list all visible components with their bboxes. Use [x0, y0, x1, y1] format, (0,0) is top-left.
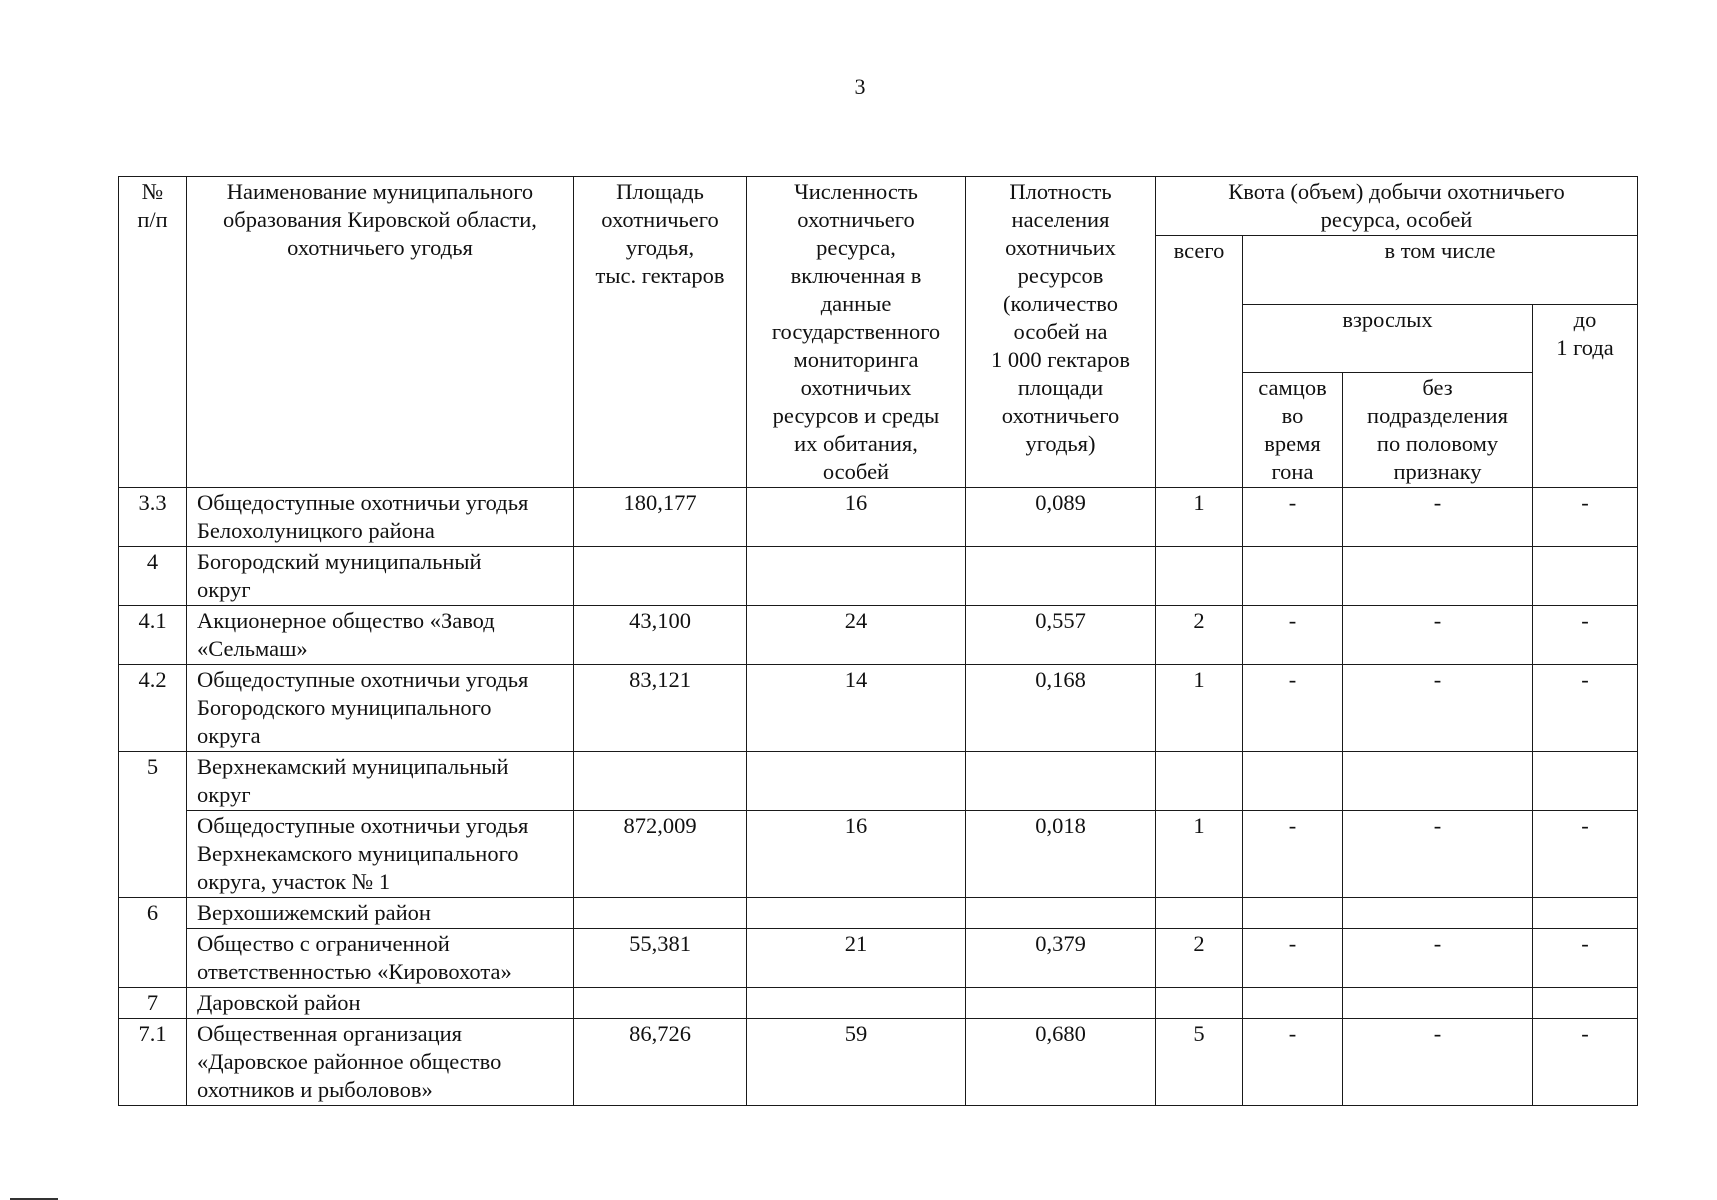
header-including: в том числе — [1243, 236, 1638, 305]
cell-under-year — [1533, 547, 1638, 606]
cell-density: 0,089 — [966, 488, 1156, 547]
cell-area — [574, 898, 747, 929]
cell-area: 55,381 — [574, 929, 747, 988]
cell-density: 0,168 — [966, 665, 1156, 752]
cell-total — [1156, 547, 1243, 606]
cell-name-line: Белохолуницкого района — [197, 518, 435, 543]
cell-name-line: округ — [197, 782, 251, 807]
cell-density — [966, 547, 1156, 606]
cell-name-line: округа, участок № 1 — [197, 869, 391, 894]
cell-area — [574, 752, 747, 811]
cell-no-sex: - — [1343, 488, 1533, 547]
cell-num: 7.1 — [119, 1019, 187, 1106]
cell-name — [187, 665, 574, 752]
cell-total — [1156, 752, 1243, 811]
table-row — [119, 488, 1638, 547]
cell-under-year: - — [1533, 606, 1638, 665]
cell-males: - — [1243, 606, 1343, 665]
cell-no-sex — [1343, 547, 1533, 606]
cell-males — [1243, 988, 1343, 1019]
header-quota: Квота (объем) добычи охотничьего ресурса, особей — [1156, 177, 1638, 236]
cell-name-line: Общедоступные охотничьи угодья — [197, 813, 529, 838]
cell-under-year: - — [1533, 1019, 1638, 1106]
cell-name-line: ответственностью «Кировохота» — [197, 959, 512, 984]
table-row — [119, 929, 1638, 988]
cell-under-year: - — [1533, 665, 1638, 752]
cell-area — [574, 547, 747, 606]
cell-name-line: округ — [197, 577, 251, 602]
cell-area: 872,009 — [574, 811, 747, 898]
cell-no-sex — [1343, 752, 1533, 811]
cell-count: 16 — [747, 488, 966, 547]
cell-name-line: Верхнекамский муниципальный — [197, 754, 509, 779]
cell-name — [187, 811, 574, 898]
cell-name-line: Богородский муниципальный — [197, 549, 482, 574]
cell-males: - — [1243, 811, 1343, 898]
cell-name-line: Верхнекамского муниципального — [197, 841, 519, 866]
cell-num: 7 — [119, 988, 187, 1019]
cell-name — [187, 929, 574, 988]
cell-density — [966, 988, 1156, 1019]
cell-name-line: округа — [197, 723, 261, 748]
cell-count — [747, 752, 966, 811]
cell-density: 0,379 — [966, 929, 1156, 988]
cell-name — [187, 898, 574, 929]
header-num: № п/п — [119, 177, 187, 488]
cell-count — [747, 547, 966, 606]
cell-num: 4.2 — [119, 665, 187, 752]
header-no-sex: без подразделения по половому признаку — [1343, 373, 1533, 488]
cell-area: 83,121 — [574, 665, 747, 752]
header-area: Площадь охотничьего угодья, тыс. гектаров — [574, 177, 747, 488]
cell-name — [187, 752, 574, 811]
header-total: всего — [1156, 236, 1243, 488]
table-row — [119, 752, 1638, 811]
header-males: самцов во время гона — [1243, 373, 1343, 488]
cell-males: - — [1243, 488, 1343, 547]
cell-males — [1243, 898, 1343, 929]
table-body — [119, 488, 1638, 1106]
cell-num: 3.3 — [119, 488, 187, 547]
cell-density: 0,557 — [966, 606, 1156, 665]
table-row — [119, 665, 1638, 752]
table-row — [119, 898, 1638, 929]
cell-density: 0,680 — [966, 1019, 1156, 1106]
cell-under-year: - — [1533, 929, 1638, 988]
cell-total: 2 — [1156, 929, 1243, 988]
table-row — [119, 811, 1638, 898]
quota-table — [118, 176, 1638, 1106]
cell-no-sex: - — [1343, 1019, 1533, 1106]
cell-area: 86,726 — [574, 1019, 747, 1106]
cell-no-sex — [1343, 988, 1533, 1019]
header-name: Наименование муниципального образования Кировской области, охотничьего угодья — [187, 177, 574, 488]
cell-name — [187, 488, 574, 547]
cell-total — [1156, 898, 1243, 929]
cell-under-year: - — [1533, 811, 1638, 898]
cell-density — [966, 752, 1156, 811]
cell-name-line: Общество с ограниченной — [197, 931, 450, 956]
cell-area: 43,100 — [574, 606, 747, 665]
cell-no-sex: - — [1343, 929, 1533, 988]
cell-area — [574, 988, 747, 1019]
cell-total: 1 — [1156, 811, 1243, 898]
cell-under-year — [1533, 988, 1638, 1019]
header-density: Плотность населения охотничьих ресурсов (количество особей на 1 000 гектаров площади охотничьего угодья) — [966, 177, 1156, 488]
cell-name — [187, 547, 574, 606]
cell-name — [187, 988, 574, 1019]
page-number: 3 — [854, 74, 866, 99]
cell-num: 5 — [119, 752, 187, 898]
cell-total: 2 — [1156, 606, 1243, 665]
cell-under-year — [1533, 898, 1638, 929]
cell-no-sex — [1343, 898, 1533, 929]
cell-name-line: охотников и рыболовов» — [197, 1077, 433, 1102]
cell-name-line: Богородского муниципального — [197, 695, 492, 720]
cell-density — [966, 898, 1156, 929]
cell-males: - — [1243, 1019, 1343, 1106]
cell-count — [747, 898, 966, 929]
cell-count: 14 — [747, 665, 966, 752]
cell-count: 16 — [747, 811, 966, 898]
header-adults: взрослых — [1243, 304, 1533, 373]
cell-total: 5 — [1156, 1019, 1243, 1106]
cell-density: 0,018 — [966, 811, 1156, 898]
cell-name-line: «Даровское районное общество — [197, 1049, 502, 1074]
cell-males: - — [1243, 929, 1343, 988]
cell-no-sex: - — [1343, 606, 1533, 665]
table-row — [119, 547, 1638, 606]
cell-total: 1 — [1156, 488, 1243, 547]
cell-under-year: - — [1533, 488, 1638, 547]
cell-males: - — [1243, 665, 1343, 752]
cell-males — [1243, 547, 1343, 606]
cell-num: 6 — [119, 898, 187, 988]
cell-name-line: Верхошижемский район — [197, 900, 431, 925]
cell-count — [747, 988, 966, 1019]
cell-num: 4.1 — [119, 606, 187, 665]
cell-name-line: «Сельмаш» — [197, 636, 308, 661]
table-row — [119, 1019, 1638, 1106]
table-row — [119, 606, 1638, 665]
cell-no-sex: - — [1343, 811, 1533, 898]
cell-name-line: Общедоступные охотничьи угодья — [197, 667, 529, 692]
cell-under-year — [1533, 752, 1638, 811]
cell-name-line: Даровской район — [197, 990, 361, 1015]
cell-name-line: Общедоступные охотничьи угодья — [197, 490, 529, 515]
cell-total — [1156, 988, 1243, 1019]
cell-name — [187, 606, 574, 665]
cell-area: 180,177 — [574, 488, 747, 547]
header-under-year: до 1 года — [1533, 304, 1638, 488]
cell-name-line: Акционерное общество «Завод — [197, 608, 495, 633]
table-row — [119, 988, 1638, 1019]
cell-count: 21 — [747, 929, 966, 988]
cell-count: 24 — [747, 606, 966, 665]
cell-males — [1243, 752, 1343, 811]
cell-name — [187, 1019, 574, 1106]
cell-total: 1 — [1156, 665, 1243, 752]
header-count: Численность охотничьего ресурса, включенная в данные государственного мониторинга охотничьих ресурсов и среды их обитания, особей — [747, 177, 966, 488]
cell-num: 4 — [119, 547, 187, 606]
cell-no-sex: - — [1343, 665, 1533, 752]
cell-count: 59 — [747, 1019, 966, 1106]
cell-name-line: Общественная организация — [197, 1021, 463, 1046]
